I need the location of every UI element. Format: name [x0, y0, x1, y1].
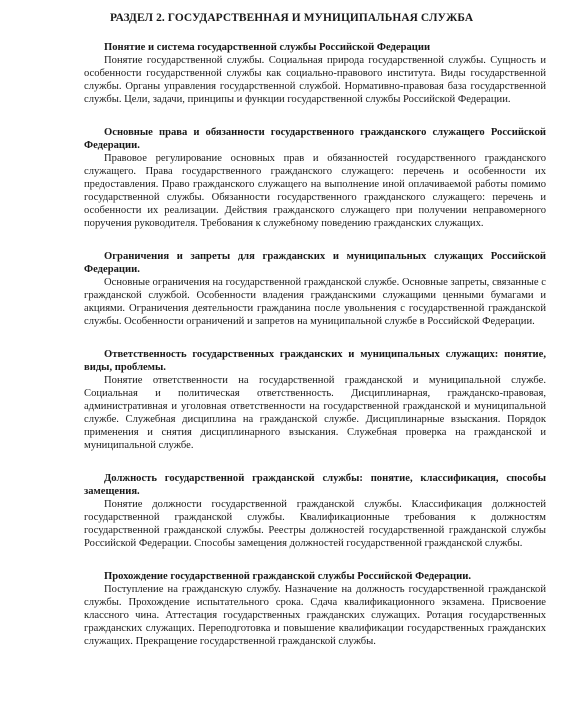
topic-heading: Ограничения и запреты для гражданских и муниципальных служащих Российской Федерации. [84, 251, 546, 275]
topic-body: Понятие должности государственной гражданской службы. Классификация должностей государственной гражданской службы. Квалификационные требования к должностям государственной гражданской службы. Реестры должностей государственной гражданской службы Российской Федерации. Способы замещения должностей государственной гражданской службы. [84, 499, 546, 549]
section-block-3 [84, 250, 546, 328]
topic-body: Поступление на гражданскую службу. Назначение на должность государственной гражданской службы. Прохождение испытательного срока. Сдача квалификационного экзамена. Присвоение классного чина. Аттестация государственных гражданских служащих. Ротация государственных гражданских служащих. Переподготовка и повышение квалификации государственных гражданских служащих. Прекращение государственной гражданской службы. [84, 584, 546, 647]
section-block-6 [84, 570, 546, 648]
topic-heading: Понятие и система государственной службы Российской Федерации [104, 42, 431, 53]
topic-heading: Прохождение государственной гражданской службы Российской Федерации. [104, 571, 471, 582]
topic-body: Понятие ответственности на государственной гражданской и муниципальной службе. Социальная и политическая ответственность. Дисциплинарная, гражданско-правовая, административная и уголовная ответственности на государственной гражданской и муниципальной службе. Служебная дисциплина на гражданской службе. Дисциплинарные взыскания. Порядок применения и снятия дисциплинарного взыскания. Служебная проверка на гражданской и муниципальной службе. [84, 375, 546, 451]
topic-heading: Ответственность государственных гражданских и муниципальных служащих: понятие, виды, проблемы. [84, 349, 546, 373]
section-block-2 [84, 126, 546, 230]
topic-heading: Должность государственной гражданской службы: понятие, классификация, способы замещения. [84, 473, 546, 497]
topic-body: Правовое регулирование основных прав и обязанностей государственного гражданского служащего. Права государственного гражданского служащего: перечень и особенности их предоставления. Право гражданского служащего на выполнение иной оплачиваемой работы помимо государственной службы. Обязанности государственного гражданского служащего: перечень и особенности их реализации. Действия гражданского служащего при получении неправомерного поручения руководителя. Требования к служебному поведению гражданских служащих. [84, 153, 546, 229]
section-block-4 [84, 348, 546, 452]
section-title: РАЗДЕЛ 2. ГОСУДАРСТВЕННАЯ И МУНИЦИПАЛЬНАЯ СЛУЖБА [110, 12, 474, 24]
section-block-1 [84, 41, 546, 106]
topic-heading: Основные права и обязанности государственного гражданского служащего Российской Федерации. [84, 127, 546, 151]
topic-body: Понятие государственной службы. Социальная природа государственной службы. Сущность и особенности государственной службы как социально-правового института. Виды государственной службы. Органы управления государственной службой. Нормативно-правовая база государственной службы. Цели, задачи, принципы и функции государственной службы Российской Федерации. [84, 55, 546, 105]
topic-body: Основные ограничения на государственной гражданской службе. Основные запреты, связанные с гражданской службой. Особенности владения гражданскими служащими ценными бумагами и акциями. Ограничения деятельности гражданина после увольнения с государственной гражданской службы. Особенности ограничений и запретов на муниципальной службе в Российской Федерации. [84, 277, 546, 327]
section-block-5 [84, 472, 546, 550]
